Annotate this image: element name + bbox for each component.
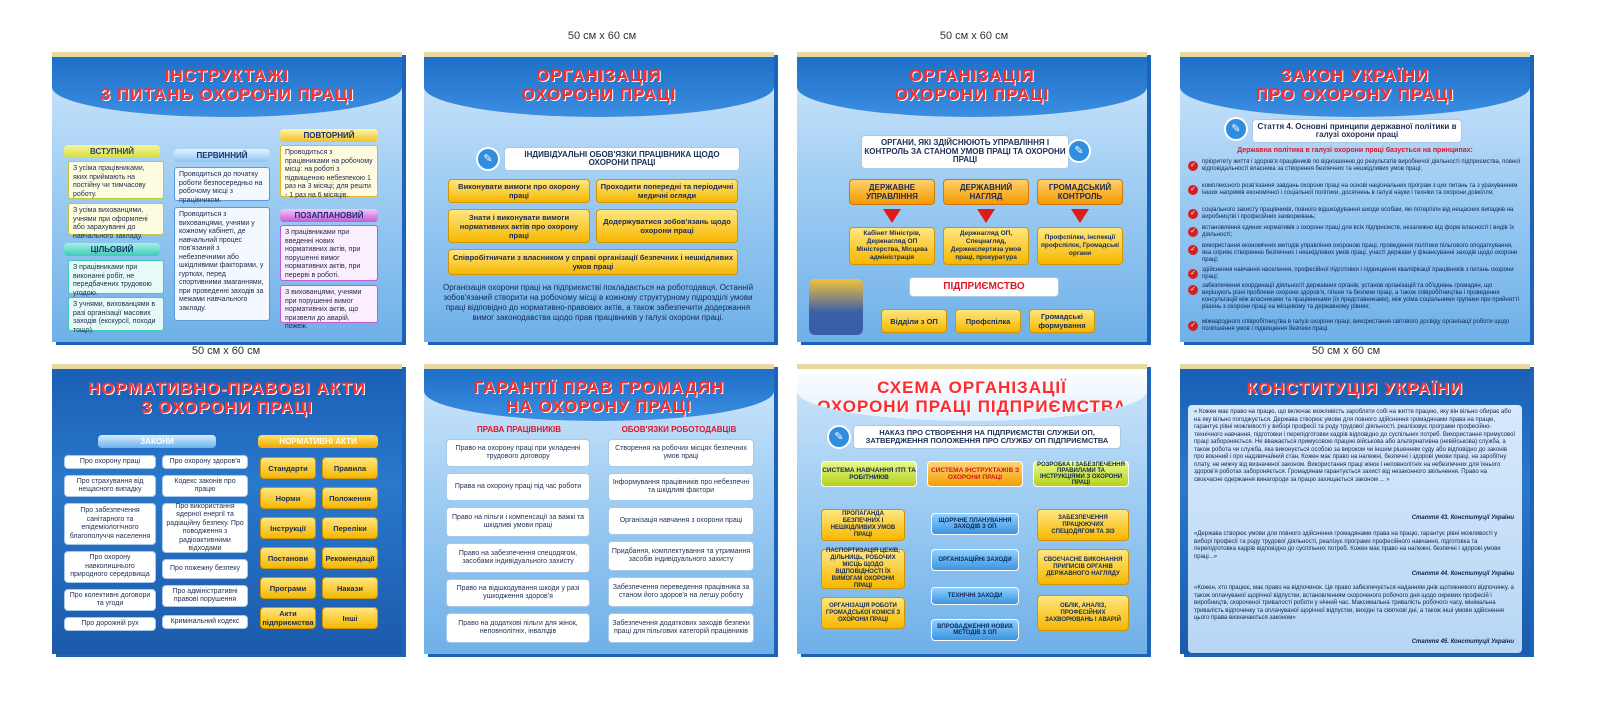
principle: соціального захисту працівників, повного відшкодування шкоди особам, які потерпіли від нещасних випадків на виробництві і професійних захворювань; bbox=[1202, 207, 1514, 220]
act-item: Норми bbox=[260, 487, 316, 509]
size-label: 50 см х 60 см bbox=[1311, 345, 1381, 357]
size-label: 50 см х 60 см bbox=[939, 30, 1009, 42]
board-title: НОРМАТИВНО-ПРАВОВІ АКТИ З ОХОРОНИ ПРАЦІ bbox=[87, 379, 367, 417]
principle: встановлення єдиних нормативів з охорони праці для всіх підприємств, незалежно від форм власності і видів їх діяльності; bbox=[1202, 225, 1515, 238]
principle: комплексного розв'язання завдань охорони праці на основі національних програм з цих питань та з урахуванням інших напрямів економічної і соціальної політики, досягнень в галузі науки і техніки та охорони довкілля; bbox=[1202, 183, 1518, 196]
act-item: Програми bbox=[260, 577, 316, 599]
law-item: Про забезпечення санітарного та епідеміологічного благополуччя населення bbox=[64, 503, 156, 545]
section-heading: ОРГАНИ, ЯКІ ЗДІЙСНЮЮТЬ УПРАВЛІННЯ І КОНТРОЛЬ ЗА СТАНОМ УМОВ ПРАЦІ ТА ОХОРОНИ ПРАЦІ bbox=[861, 135, 1069, 169]
mid-box: ТЕХНІЧНІ ЗАХОДИ bbox=[931, 587, 1019, 605]
arrow-down-icon bbox=[883, 209, 901, 223]
law-item: Про використання ядерної енергії та радіаційну безпеку. Про поводження з радіоактивними відходами bbox=[162, 503, 248, 553]
act-item: Переліки bbox=[322, 517, 378, 539]
duty-box: Співробітничати з власником у справі організації безпечних і нешкідливих умов праці bbox=[448, 249, 738, 275]
card: З працівниками при виконанні робіт, не передбачених трудовою угодою. bbox=[68, 260, 164, 294]
duty-item: Створення на робочих місцях безпечних умов праці bbox=[608, 439, 754, 467]
section-heading: ІНДИВІДУАЛЬНІ ОБОВ'ЯЗКИ ПРАЦІВНИКА ЩОДО ОХОРОНИ ПРАЦІ bbox=[504, 147, 740, 171]
principle: здійснення навчання населення, професійної підготовки і підвищення кваліфікації працівників з питань охорони праці; bbox=[1202, 267, 1514, 280]
check-icon: ✓ bbox=[1188, 185, 1198, 195]
board-organization-2 bbox=[797, 52, 1147, 342]
duty-item: Придбання, комплектування та утримання засобів індивідуального захисту bbox=[608, 541, 754, 571]
workers-illustration bbox=[809, 279, 863, 335]
board-law bbox=[1180, 52, 1530, 342]
arrow-down-icon bbox=[977, 209, 995, 223]
principle: пріоритету життя і здоров'я працівників по відношенню до результатів виробничої діяльності підприємства, повної відповідальності власника за створення безпечних та нешкідливих умов праці; bbox=[1202, 159, 1521, 172]
right-item: Право на пільги і компенсації за важкі та шкідливі умови праці bbox=[446, 507, 590, 537]
tag-pozaplanovyi: ПОЗАПЛАНОВИЙ bbox=[280, 209, 378, 222]
board-header bbox=[797, 57, 1147, 117]
law-item: Про охорону навколишнього природного середовища bbox=[64, 551, 156, 583]
top-box: РОЗРОБКА І ЗАБЕЗПЕЧЕННЯ ПРАВИЛАМИ ТА ІНСТРУКЦІЯМИ З ОХОРОНИ ПРАЦІ bbox=[1033, 461, 1129, 487]
card: З вихованцями, учнями при порушенні вимог нормативних актів, що призвели до аварій, пожеж. bbox=[280, 285, 378, 323]
act-item: Накази bbox=[322, 577, 378, 599]
law-item: Про адміністративні правові порушення bbox=[162, 585, 248, 607]
act-item: Стандарти bbox=[260, 457, 316, 479]
duty-box: Виконувати вимоги про охорону праці bbox=[448, 179, 590, 203]
document-icon: ✎ bbox=[476, 147, 500, 171]
size-label: 50 см х 60 см bbox=[567, 30, 637, 42]
principle: забезпечення координації діяльності державних органів, установ організацій та об'єднань громадян, що вирішують різні проблеми охорони здоров'я, гігієни та безпеки праці, а також співробітництва і проведення консультацій між власниками та працівниками (їх представниками), між усіма соціальними групами при прийнятті рішень з охорони праці на місцевому та державному рівнях; bbox=[1202, 283, 1519, 310]
duty-box: Проходити попередні та періодичні медичні огляди bbox=[596, 179, 738, 203]
board-briefings bbox=[52, 52, 402, 342]
column-heading: ПРАВА ПРАЦІВНИКІВ bbox=[477, 425, 561, 434]
check-icon: ✓ bbox=[1188, 285, 1198, 295]
board-legal-acts bbox=[52, 364, 402, 654]
right-item: Право на додаткові пільги для жінок, неповнолітніх, інвалідів bbox=[446, 613, 590, 643]
board-title: ЗАКОН УКРАЇНИ ПРО ОХОРОНУ ПРАЦІ bbox=[1255, 66, 1455, 104]
mid-box: ОРГАНІЗАЦІЙНІ ЗАХОДИ bbox=[931, 549, 1019, 571]
board-title: КОНСТИТУЦІЯ УКРАЇНИ bbox=[1246, 379, 1464, 398]
act-item: Інструкції bbox=[260, 517, 316, 539]
laws-heading: ЗАКОНИ bbox=[98, 435, 216, 448]
law-item: Про охорону праці bbox=[64, 455, 156, 469]
right-box: ЗАБЕЗПЕЧЕННЯ ПРАЦЮЮЧИХ СПЕЦОДЯГОМ ТА ЗІЗ bbox=[1037, 509, 1129, 541]
quote-source: Стаття 43. Конституції України bbox=[1411, 515, 1514, 521]
card: З учнями, вихованцями в разі організації масових заходів (екскурсії, походи тощо). bbox=[68, 297, 164, 331]
mid-box: ЩОРІЧНЕ ПЛАНУВАННЯ ЗАХОДІВ З ОП bbox=[931, 513, 1019, 535]
duty-box: Додержуватися зобов'язань щодо охорони праці bbox=[596, 209, 738, 243]
left-box: ПАСПОРТИЗАЦІЯ ЦЕХІВ, ДІЛЬНИЦЬ, РОБОЧИХ МІСЦЬ ЩОДО ВІДПОВІДНОСТІ ЇХ ВИМОГАМ ОХОРОНИ ПРАЦІ bbox=[821, 549, 905, 589]
board-guarantees bbox=[424, 364, 774, 654]
enterprise-box: ПІДПРИЄМСТВО bbox=[909, 277, 1059, 297]
board-header bbox=[52, 57, 402, 117]
card: З працівниками при введенні нових нормативних актів, при порушенні вимог нормативних актів, при перерві в роботі. bbox=[280, 225, 378, 281]
lead-text: Державна політика в галузі охорони праці базується на принципах: bbox=[1237, 147, 1473, 154]
act-item: Постанови bbox=[260, 547, 316, 569]
quote: «Держава створює умови для повного здійснення громадянами права на працю, гарантує рівні можливості у виборі професії та роду трудової діяльності, реалізує програми професійного навчання, підготовка та перепідготовка кадрів відповідно до суспільних потреб. Кожен має право на належні, безпечні і здорові умови праці...» bbox=[1194, 531, 1501, 560]
check-icon: ✓ bbox=[1188, 321, 1198, 331]
tag-pervynnyi: ПЕРВИННИЙ bbox=[174, 149, 270, 162]
org-body: Кабінет Міністрів, Держнагляд ОП Міністерства, Місцева адміністрація bbox=[849, 227, 935, 265]
duty-item: Інформування працівників про небезпечні та шкідливі фактори bbox=[608, 473, 754, 501]
org-head: ГРОМАДСЬКИЙ КОНТРОЛЬ bbox=[1037, 179, 1123, 205]
top-box: СИСТЕМА ІНСТРУКТАЖІВ З ОХОРОНИ ПРАЦІ bbox=[927, 461, 1023, 487]
duty-box: Знати і виконувати вимоги нормативних актів про охорону праці bbox=[448, 209, 590, 243]
law-item: Кримінальний кодекс bbox=[162, 615, 248, 629]
org-head: ДЕРЖАВНИЙ НАГЛЯД bbox=[943, 179, 1029, 205]
check-icon: ✓ bbox=[1188, 269, 1198, 279]
arrow-down-icon bbox=[1071, 209, 1089, 223]
top-box: СИСТЕМА НАВЧАННЯ ІТП ТА РОБІТНИКІВ bbox=[821, 461, 917, 487]
law-item: Про колективні договори та угоди bbox=[64, 589, 156, 611]
org-body: Держнагляд ОП, Спецнагляд, Держекспертиза умов праці, прокуратура bbox=[943, 227, 1029, 265]
act-item: Правила bbox=[322, 457, 378, 479]
quote: « Кожен має право на працю, що включає можливість заробляти собі на життя працею, яку він вільно обирає або на яку вільно погоджується. Держава створює умови для повного здійснення громадянами права на працю, гарантує рівні можливості у виборі професії та роду трудової діяльності, реалізовує програми професійно-технічного навчання, підготовки і перепідготовки кадрів відповідно до суспільних потреб. Використання примусової праці забороняється. Не вважається примусовою працею військова або альтернативна (невійськова) служба, а також робота чи служба, яка виконується особою за вироком чи іншим рішенням суду або відповідно до законів про воєнний і про надзвичайний стан. Кожен має право на належні, безпечні і здорові умови праці, на заробітну плату, не нижчу від визначеної законом. Використання праці жінок і неповнолітніх на небезпечних для їхнього здоров'я роботах забороняється. Громадянам гарантується захист від незаконного звільнення. Право на своєчасне одержання винагороди за працю захищається законом ... » bbox=[1194, 409, 1516, 483]
org-head: ДЕРЖАВНЕ УПРАВЛІННЯ bbox=[849, 179, 935, 205]
size-label: 50 см х 60 см bbox=[191, 345, 261, 357]
duty-item: Організація навчання з охорони праці bbox=[608, 507, 754, 535]
document-icon: ✎ bbox=[1067, 139, 1091, 163]
quote: «Кожен, хто працює, має право на відпочинок. Це право забезпечується наданням днів щотижневого відпочинку, а також оплачуваної щорічної відпустки, встановленням скороченого робочого дня щодо окремих професій і виробництв, скороченої тривалості роботи у нічний час. Максимальна тривалість робочого часу, мінімальна тривалість відпочинку та оплачуваної щорічної відпустки, вихідні та святкові дні, а також інші умови здійснення цього права визначаються законом» bbox=[1194, 585, 1514, 621]
duty-item: Забезпечення переведення працівника за станом його здоров'я на легшу роботу bbox=[608, 577, 754, 607]
right-item: Право на відшкодування шкоди у разі ушкодження здоров'я bbox=[446, 579, 590, 607]
board-title: ОРГАНІЗАЦІЯ ОХОРОНИ ПРАЦІ bbox=[521, 66, 677, 104]
org-body: Профспілки, інспекції профспілок, Громадські органи bbox=[1037, 227, 1123, 265]
document-icon: ✎ bbox=[827, 425, 851, 449]
left-box: ОРГАНІЗАЦІЯ РОБОТИ ГРОМАДСЬКОЇ КОМІСІЇ З ОХОРОНИ ПРАЦІ bbox=[821, 597, 905, 629]
check-icon: ✓ bbox=[1188, 227, 1198, 237]
document-icon: ✎ bbox=[1224, 117, 1248, 141]
law-item: Про дорожній рух bbox=[64, 617, 156, 631]
board-title: ОРГАНІЗАЦІЯ ОХОРОНИ ПРАЦІ bbox=[894, 66, 1050, 104]
law-item: Про страхування від нещасного випадку bbox=[64, 475, 156, 497]
right-item: Право на охорону праці при укладенні трудового договору bbox=[446, 439, 590, 467]
act-item: Рекомендації bbox=[322, 547, 378, 569]
acts-heading: НОРМАТИВНІ АКТИ bbox=[258, 435, 378, 448]
unit-box: Профспілка bbox=[955, 309, 1021, 333]
board-title: ІНСТРУКТАЖІ З ПИТАНЬ ОХОРОНИ ПРАЦІ bbox=[99, 66, 355, 104]
right-item: Право на забезпечення спецодягом, засобами індивідуального захисту bbox=[446, 543, 590, 573]
tag-vstupnyi: ВСТУПНИЙ bbox=[64, 145, 160, 158]
duty-item: Забезпечення додаткових заходів безпеки праці для пільгових категорій працівників bbox=[608, 613, 754, 643]
check-icon: ✓ bbox=[1188, 161, 1198, 171]
card: З усіма вихованцями, учнями при оформлені або зарахуванні до навчального закладу. bbox=[68, 203, 164, 235]
section-heading: Стаття 4. Основні принципи державної політики в галузі охорони праці bbox=[1252, 119, 1462, 143]
board-title: ГАРАНТІЇ ПРАВ ГРОМАДЯН НА ОХОРОНУ ПРАЦІ bbox=[473, 378, 725, 416]
unit-box: Громадські формування bbox=[1029, 309, 1095, 333]
tag-povtornyi: ПОВТОРНИЙ bbox=[280, 129, 378, 142]
quote-source: Стаття 45. Конституції України bbox=[1411, 639, 1514, 645]
board-header bbox=[1180, 57, 1530, 117]
check-icon: ✓ bbox=[1188, 209, 1198, 219]
tag-tsilovyi: ЦІЛЬОВИЙ bbox=[64, 243, 160, 256]
right-box: СВОЄЧАСНЕ ВИКОНАННЯ ПРИПИСІВ ОРГАНІВ ДЕРЖАВНОГО НАГЛЯДУ bbox=[1037, 549, 1129, 585]
unit-box: Відділи з ОП bbox=[881, 309, 947, 333]
right-item: Права на охорону праці під час роботи bbox=[446, 473, 590, 501]
section-heading: НАКАЗ ПРО СТВОРЕННЯ НА ПІДПРИЄМСТВІ СЛУЖБИ ОП, ЗАТВЕРДЖЕННЯ ПОЛОЖЕННЯ ПРО СЛУЖБУ ОП ПІДПРИЄМСТВА bbox=[853, 425, 1121, 449]
act-item: Акти підприємства bbox=[260, 607, 316, 629]
left-box: ПРОПАГАНДА БЕЗПЕЧНИХ І НЕШКІДЛИВИХ УМОВ ПРАЦІ bbox=[821, 509, 905, 541]
column-heading: ОБОВ'ЯЗКИ РОБОТОДАВЦІВ bbox=[621, 425, 737, 434]
act-item: Положення bbox=[322, 487, 378, 509]
card: Проводиться до початку роботи безпосередньо на робочому місці з працівником. bbox=[174, 167, 270, 201]
principle: міжнародного співробітництва в галузі охорони праці, використання світового досвіду організації роботи щодо поліпшення умов і підвищення безпеки праці. bbox=[1202, 319, 1510, 332]
board-scheme bbox=[797, 364, 1147, 654]
board-header bbox=[424, 369, 774, 421]
principle: використання економічних методів управління охороною праці, проведення політики пільгового оподаткування, яка сприяє створенню безпечних і нешкідливих умов праці, участі держави у фінансуванні заходів щодо охорони праці; bbox=[1202, 243, 1518, 263]
mid-box: ВПРОВАДЖЕННЯ НОВИХ МЕТОДІВ З ОП bbox=[931, 619, 1019, 641]
right-box: ОБЛІК, АНАЛІЗ, ПРОФЕСІЙНИХ ЗАХВОРЮВАНЬ І АВАРІЙ bbox=[1037, 595, 1129, 631]
check-icon: ✓ bbox=[1188, 245, 1198, 255]
law-item: Кодекс законів про працю bbox=[162, 475, 248, 497]
description-text: Організація охорони праці на підприємстві покладається на роботодавця. Останній зобов'язаний створити на робочому місці в кожному структурному підрозділі умови праці відповідно до нормативно-правових актів, а також забезпечити додержання вимог законодавства щодо прав працівників у галузі охорони праці. bbox=[442, 283, 754, 322]
board-organization-1 bbox=[424, 52, 774, 342]
board-header bbox=[424, 57, 774, 117]
act-item: Інші bbox=[322, 607, 378, 629]
card: Проводиться з вихованцями, учнями у кожному кабінеті, де навчальний процес пов'язаний з небезпечними або шкідливими факторами, у гуртках, перед спортивними змаганнями, при проведенні заходів за межами навчального закладу. bbox=[174, 207, 270, 321]
law-item: Про пожежну безпеку bbox=[162, 559, 248, 579]
quote-source: Стаття 44. Конституції України bbox=[1411, 571, 1514, 577]
board-constitution bbox=[1180, 364, 1530, 654]
law-item: Про охорону здоров'я bbox=[162, 455, 248, 469]
card: Проводиться з працівниками на робочому місці: на роботі з підвищеною небезпекою 1 раз на 3 місяці; для решти - 1 раз на 6 місяців. bbox=[280, 145, 378, 197]
card: З усіма працівниками, яких приймають на постійну чи тимчасову роботу. bbox=[68, 161, 164, 199]
board-title: СХЕМА ОРГАНІЗАЦІЇ ОХОРОНИ ПРАЦІ ПІДПРИЄМСТВА bbox=[817, 378, 1127, 416]
board-header bbox=[797, 369, 1147, 421]
